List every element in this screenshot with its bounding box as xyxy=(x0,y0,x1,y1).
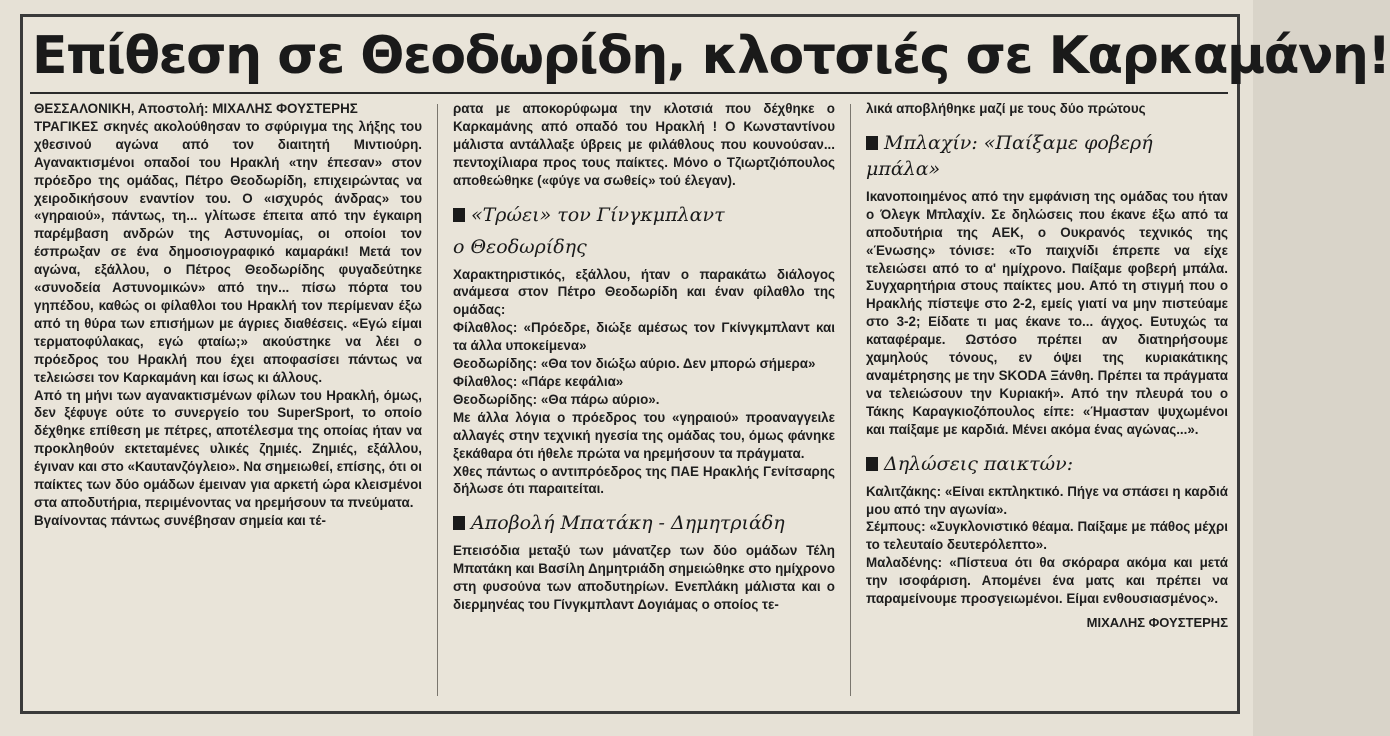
subheading xyxy=(453,510,835,536)
subheading-text: Μπλαχίν: «Παίξαμε φοβερή μπάλα» xyxy=(866,131,1153,180)
article-column-2 xyxy=(453,100,835,698)
paragraph: Ικανοποιημένος από την εμφάνιση της ομάδας του ήταν ο Όλεγκ Μπλαχίν. Σε δηλώσεις που έκανε έξω από τα αποδυτήρια της ΑΕΚ, ο Ουκρανός τεχνικός της «Ένωσης» τόνισε: «Το παιχνίδι έπρεπε να είχε τελειώσει από το α' ημίχρονο. Παίξαμε φοβερή μπάλα. Συγχαρητήρια στους παίκτες μου. Από τη στιγμή που ο Ηρακλής πίστεψε στο 2-2, εμείς γιατί να μην πιστεύαμε στο 3-2; Είδατε τι μας έκανε το... άγχος. Ευτυχώς τα καταφέραμε. Ωστόσο πρέπει αν διατηρήσουμε χαμηλούς τόνους, εν όψει της κυριακάτικης αναμέτρησης με την SKODA Ξάνθη. Πρέπει τα πράγματα να τελειώσουν την Κυριακή». Από την πλευρά του ο Τάκης Καραγκιοζόπουλος είπε: «Ήμασταν ψυχωμένοι και παίξαμε με καρδιά. Μένει ακόμα ένας αγώνας...». xyxy=(866,188,1228,437)
headline: Επίθεση σε Θεοδωρίδη, κλοτσιές σε Καρκαμάνη! xyxy=(32,26,1390,86)
byline: ΜΙΧΑΛΗΣ ΦΟΥΣΤΕΡΗΣ xyxy=(1086,614,1228,630)
subheading-text: Αποβολή Μπατάκη - Δημητριάδη xyxy=(471,512,785,535)
paragraph: Χθες πάντως ο αντιπρόεδρος της ΠΑΕ Ηρακλής Γενίτσαρης δήλωσε ότι παραιτείται. xyxy=(453,463,835,497)
dialogue-line: Φίλαθλος: «Πάρε κεφάλια» xyxy=(453,373,624,389)
subheading-text: «Τρώει» τον Γίνγκμπλαντ xyxy=(471,203,725,226)
quote: Σέμπους: «Συγκλονιστικό θέαμα. Παίξαμε με πάθος μέχρι το τελευταίο δευτερόλεπτο». xyxy=(866,519,1228,553)
paragraph: Από τη μήνι των αγανακτισμένων φίλων του Ηρακλή, όμως, δεν ξέφυγε ούτε το συνεργείο του SuperSport, το οποίο δέχθηκε επίθεση με πέτρες, αποτέλεσμα της οποίας ήταν να προκληθούν εκτεταμένες υλικές ζημιές. Ζημιές, εξάλλου, έγιναν και στο «Καυτανζόγλειο». Να σημειωθεί, επίσης, ότι οι παίκτες των δύο ομάδων έμειναν για αρκετή ώρα κλεισμένοι στα αποδυτήρια, περιμένοντας να ηρεμήσουν τα πνεύματα. xyxy=(34,387,422,510)
subheading-text: ο Θεοδωρίδης xyxy=(453,235,587,258)
article-column-1 xyxy=(34,100,422,698)
square-bullet-icon xyxy=(453,516,465,530)
paragraph: Βγαίνοντας πάντως συνέβησαν σημεία και τέ- xyxy=(34,512,326,528)
paragraph: ΤΡΑΓΙΚΕΣ σκηνές ακολούθησαν το σφύριγμα της λήξης του χθεσινού αγώνα από τον διαιτητή Μιντιούρη. Αγανακτισμένοι οπαδοί του Ηρακλή «την έπεσαν» στον πρόεδρο της ομάδας, Πέτρο Θεοδωρίδη, επιχειρώντας να χειροδικήσουν εναντίον του. Ο «ισχυρός άνδρας» του «γηραιού», πάντως, τη... γλίτωσε έπειτα από την έγκαιρη παρέμβαση ανδρών της Αστυνομίας, οι οποίοι τον έσπρωξαν σε ένα δημοσιογραφικό καμαράκι! Μετά τον αγώνα, εξάλλου, ο Πέτρος Θεοδωρίδης φυγαδεύτηκε «συνοδεία Αστυνομικών» από την... πίσω πόρτα του γηπέδου, καθώς οι φίλαθλοι του Ηρακλή τον περίμεναν έξω από τη θύρα των επισήμων με άγριες διαθέσεις. «Εγώ είμαι τερματοφύλακας, εγώ φταίω;» ακούστηκε να λέει ο πρόεδρος του Ηρακλή που έχει αποφασίσει πάντως να τελειώσει τον Καρκαμάνη και ίσως κι άλλους. xyxy=(34,118,422,385)
paragraph: λικά αποβλήθηκε μαζί με τους δύο πρώτους xyxy=(866,101,1146,116)
paragraph: Επεισόδια μεταξύ των μάνατζερ των δύο ομάδων Τέλη Μπατάκη και Βασίλη Δημητριάδη σημειώθηκε στο ημίχρονο στη φυσούνα των αποδυτηρίων. Ενεπλάκη μάλιστα και ο διερμηνέας του Γίνγκμπλαντ Δογιάμας ο οποίος τε- xyxy=(453,543,835,613)
square-bullet-icon xyxy=(866,136,878,150)
headline-rule xyxy=(30,92,1228,94)
column-divider xyxy=(850,104,851,696)
subheading xyxy=(453,202,835,260)
quote: Μαλαδένης: «Πίστευα ότι θα σκόραρα ακόμα και μετά την ισοφάριση. Απομένει ένα ματς και πρέπει να παραμείνουμε προσγειωμένοι. Είμαι ενθουσιασμένος». xyxy=(866,555,1228,607)
quote: Καλιτζάκης: «Είναι εκπληκτικό. Πήγε να σπάσει η καρδιά μου από την αγωνία». xyxy=(866,483,1228,517)
paragraph: Με άλλα λόγια ο πρόεδρος του «γηραιού» προαναγγειλε αλλαγές στην τεχνική ηγεσία της ομάδας του, όμως φάνηκε ξεκάθαρα ότι ήθελε πρώτα να ηρεμήσουν τα πράγματα. xyxy=(453,409,835,461)
paragraph: Χαρακτηριστικός, εξάλλου, ήταν ο παρακάτω διάλογος ανάμεσα στον Πέτρο Θεοδωρίδη και έναν φίλαθλο της ομάδας: xyxy=(453,266,835,318)
subheading-text: Δηλώσεις παικτών: xyxy=(884,452,1074,475)
article-column-3 xyxy=(866,100,1228,698)
column-divider xyxy=(437,104,438,696)
square-bullet-icon xyxy=(453,208,465,222)
paragraph: ρατα με αποκορύφωμα την κλοτσιά που δέχθηκε ο Καρκαμάνης από οπαδό του Ηρακλή ! Ο Κωνσταντίνου μάλιστα αντάλλαξε ύβρεις με φιλάθλους που κουνούσαν... πεντοχίλιαρα προς τους παίκτες. Μόνο ο Τζιωρτζιόπουλος αποθεώθηκε («φύγε να σωθείς» τού έλεγαν). xyxy=(453,101,835,188)
subheading xyxy=(866,451,1228,477)
subheading xyxy=(866,130,1228,182)
dateline: ΘΕΣΣΑΛΟΝΙΚΗ, Αποστολή: ΜΙΧΑΛΗΣ ΦΟΥΣΤΕΡΗΣ xyxy=(34,101,358,116)
square-bullet-icon xyxy=(866,457,878,471)
dialogue-line: Φίλαθλος: «Πρόεδρε, διώξε αμέσως τον Γκίνγκμπλαντ και τα άλλα υποκείμενα» xyxy=(453,320,835,354)
dialogue-line: Θεοδωρίδης: «Θα τον διώξω αύριο. Δεν μπορώ σήμερα» xyxy=(453,356,816,372)
dialogue-line: Θεοδωρίδης: «Θα πάρω αύριο». xyxy=(453,391,660,407)
